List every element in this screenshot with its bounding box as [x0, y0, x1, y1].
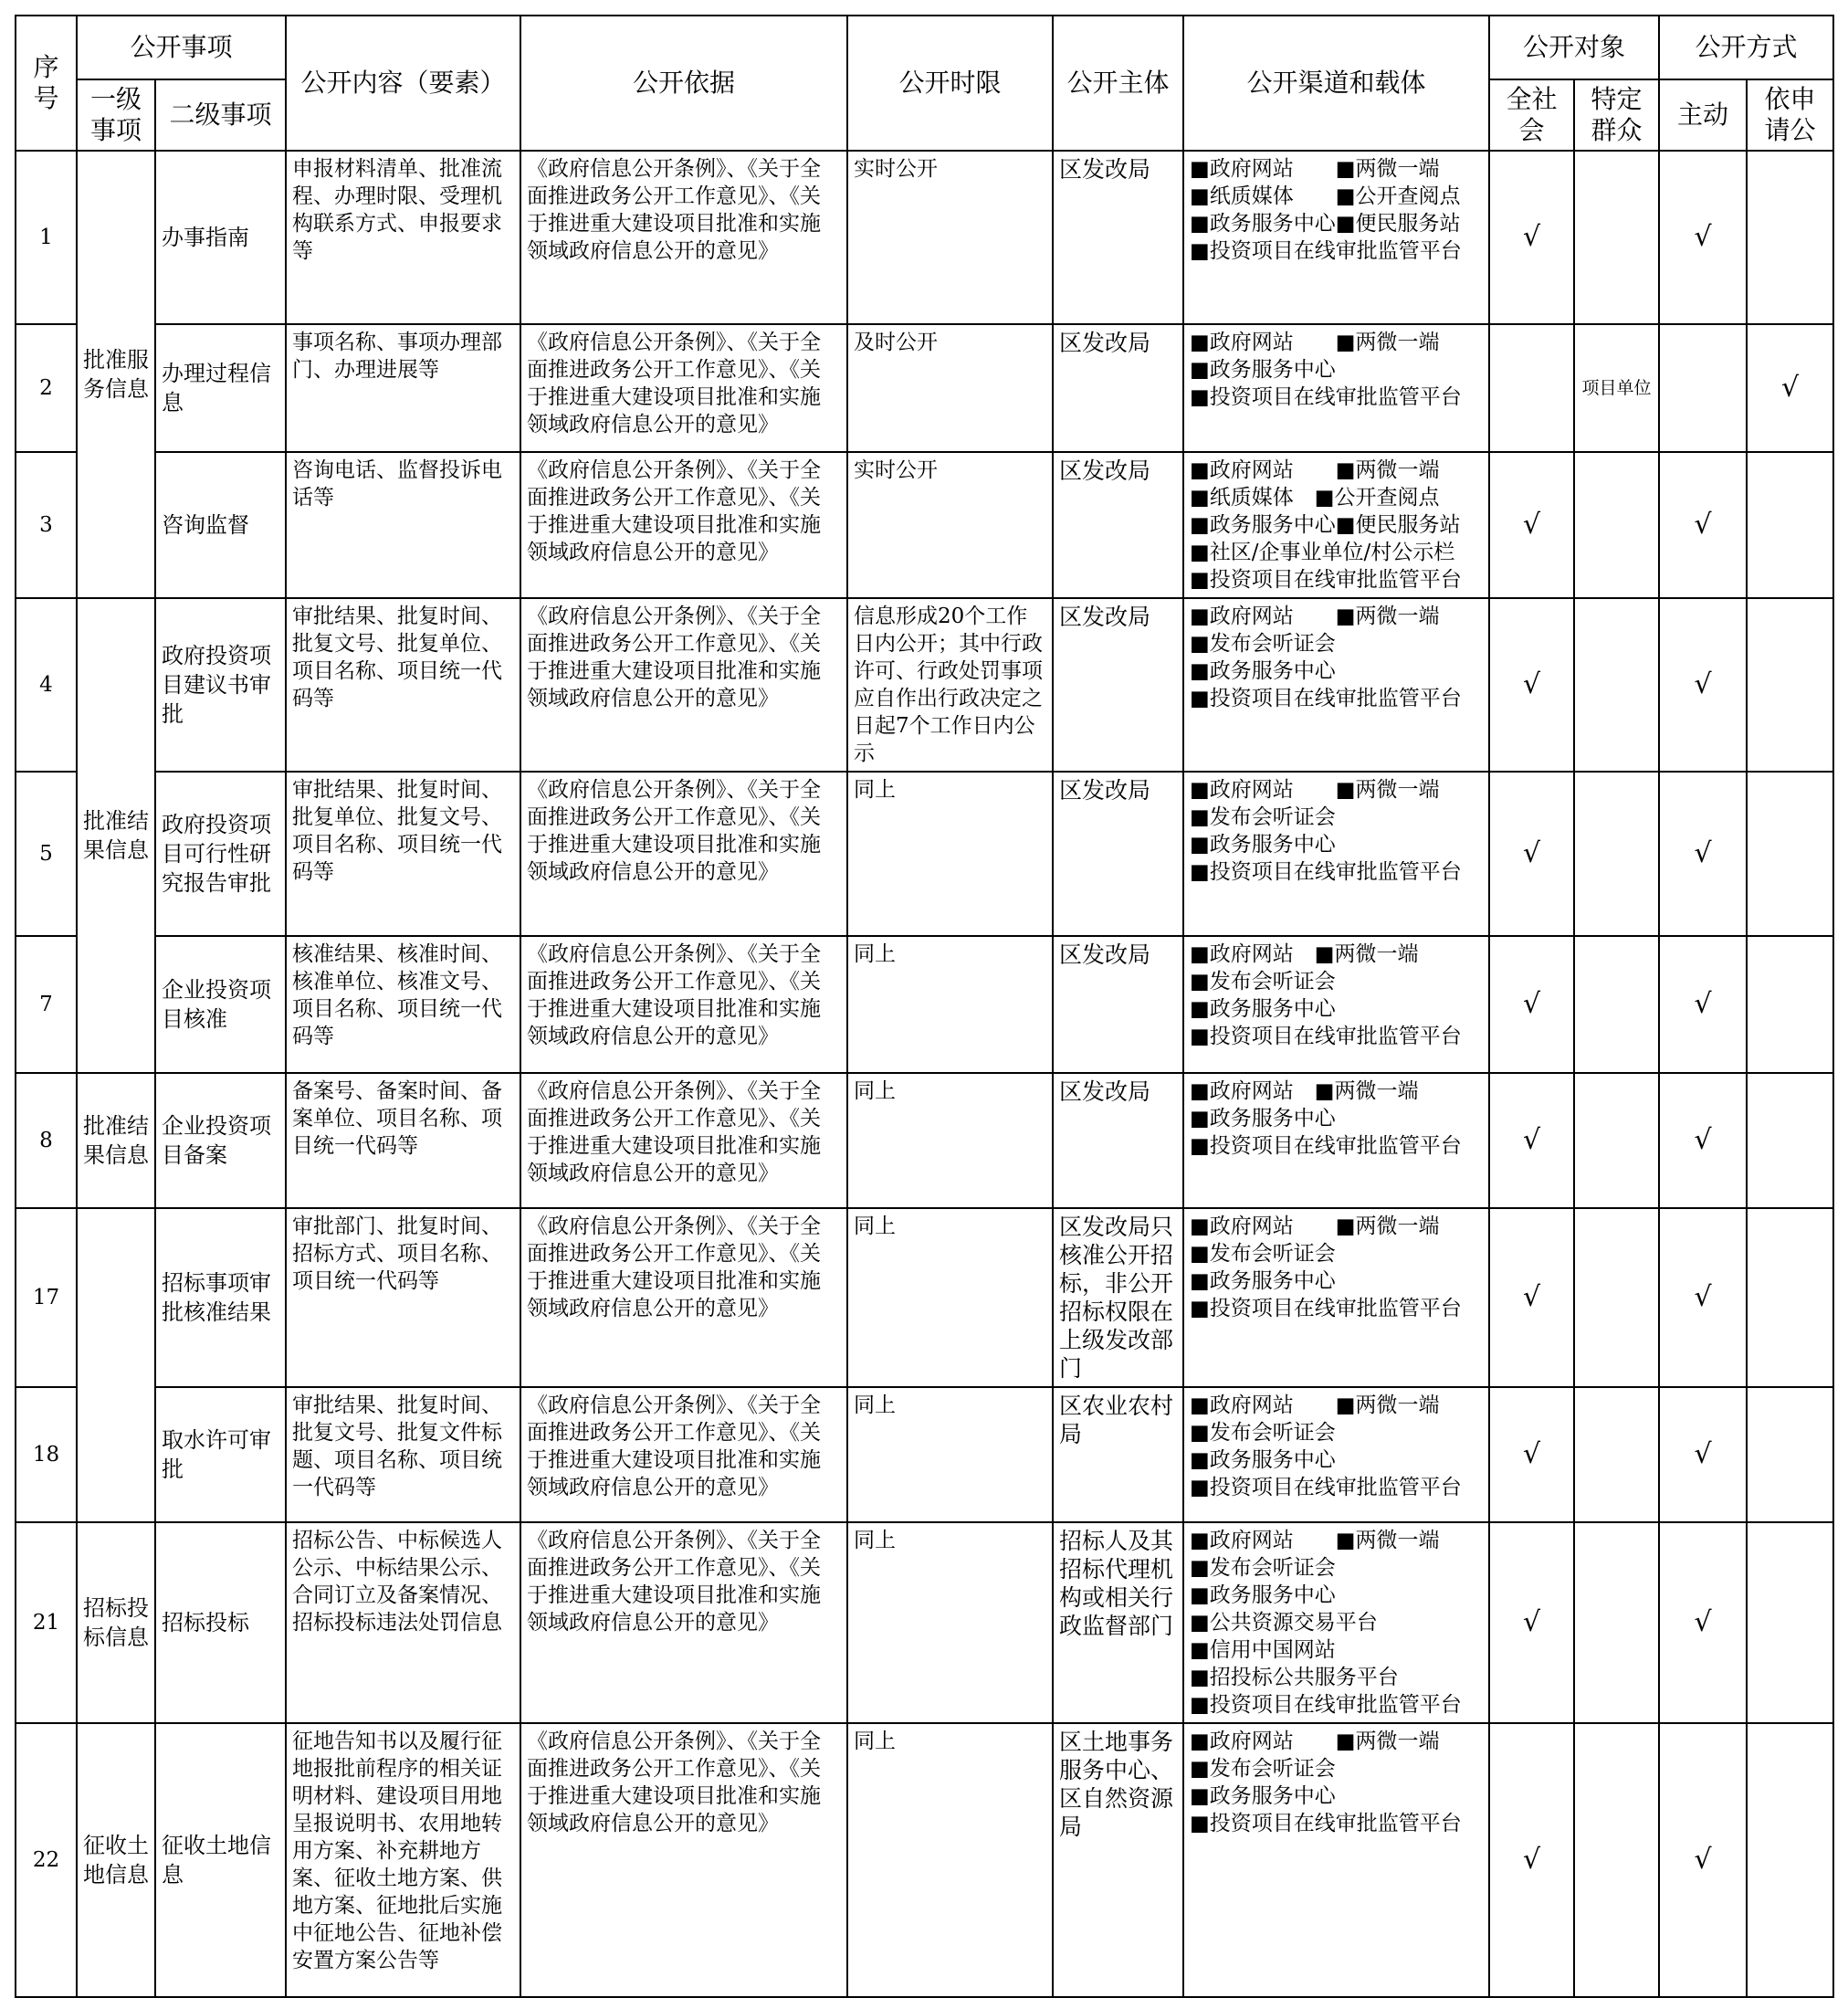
channel-line: ■政务服务中心: [1190, 1448, 1336, 1472]
level2-item: 咨询监督: [155, 452, 286, 598]
channel-line: ■投资项目在线审批监管平台: [1190, 687, 1462, 710]
subject-cell: 区发改局只核准公开招标，非公开招标权限在上级发改部门: [1053, 1208, 1183, 1387]
level2-item: 招标事项审批核准结果: [155, 1208, 286, 1387]
content-cell: 核准结果、核准时间、核准单位、核准文号、项目名称、项目统一代码等: [286, 936, 520, 1073]
active-check: √: [1659, 772, 1747, 936]
channel-line: ■投资项目在线审批监管平台: [1190, 385, 1462, 409]
time-cell: 同上: [847, 936, 1053, 1073]
time-cell: 同上: [847, 1073, 1053, 1208]
all-society-check: √: [1489, 1522, 1574, 1723]
channel-cell: [1183, 1208, 1489, 1387]
row-seq: 17: [16, 1208, 77, 1387]
basis-cell: 《政府信息公开条例》、《关于全面推进政务公开工作意见》、《关于推进重大建设项目批准和实施领域政府信息公开的意见》: [520, 151, 847, 324]
channel-line: ■政府网站 ■两微一端: [1190, 1079, 1419, 1103]
content-cell: 备案号、备案时间、备案单位、项目名称、项目统一代码等: [286, 1073, 520, 1208]
channel-line: ■发布会听证会: [1190, 805, 1336, 829]
channel-line: ■发布会听证会: [1190, 1242, 1336, 1266]
disclosure-table: [15, 15, 1834, 1998]
row-seq: 21: [16, 1522, 77, 1723]
channel-cell: [1183, 1723, 1489, 1997]
channel-line: ■政府网站 ■两微一端: [1190, 1730, 1440, 1753]
specific-group-cell: [1574, 1208, 1659, 1387]
header-time: 公开时限: [847, 16, 1053, 151]
active-check: √: [1659, 452, 1747, 598]
channel-line: ■政府网站 ■两微一端: [1190, 942, 1419, 966]
row-seq: 2: [16, 324, 77, 452]
level1-group: 批准服务信息: [77, 151, 155, 598]
all-society-check: √: [1489, 151, 1574, 324]
all-society-check: √: [1489, 1073, 1574, 1208]
specific-group-cell: 项目单位: [1574, 324, 1659, 452]
subject-cell: 区发改局: [1053, 324, 1183, 452]
content-cell: 事项名称、事项办理部门、办理进展等: [286, 324, 520, 452]
all-society-check: √: [1489, 1387, 1574, 1522]
subject-cell: 区发改局: [1053, 598, 1183, 772]
active-check: √: [1659, 1073, 1747, 1208]
channel-line: ■政府网站 ■两微一端: [1190, 778, 1440, 802]
channel-line: ■政务服务中心: [1190, 1583, 1336, 1607]
table-row: [16, 1522, 1833, 1723]
specific-group-cell: [1574, 151, 1659, 324]
channel-line: ■公共资源交易平台: [1190, 1611, 1378, 1635]
channel-line: ■发布会听证会: [1190, 1421, 1336, 1445]
content-cell: 咨询电话、监督投诉电话等: [286, 452, 520, 598]
level2-item: 政府投资项目建议书审批: [155, 598, 286, 772]
level1-group: [77, 1208, 155, 1522]
channel-line: ■社区/企事业单位/村公示栏: [1190, 541, 1455, 564]
active-check: √: [1659, 598, 1747, 772]
all-society-check: √: [1489, 1208, 1574, 1387]
channel-cell: [1183, 324, 1489, 452]
active-check: √: [1659, 1723, 1747, 1997]
basis-cell: 《政府信息公开条例》、《关于全面推进政务公开工作意见》、《关于推进重大建设项目批准和实施领域政府信息公开的意见》: [520, 1073, 847, 1208]
row-seq: 4: [16, 598, 77, 772]
active-check: √: [1659, 936, 1747, 1073]
all-society-check: √: [1489, 598, 1574, 772]
subject-cell: 区土地事务服务中心、区自然资源局: [1053, 1723, 1183, 1997]
channel-line: ■投资项目在线审批监管平台: [1190, 1297, 1462, 1320]
channel-line: ■招投标公共服务平台: [1190, 1666, 1399, 1689]
request-cell: [1747, 1723, 1833, 1997]
subject-cell: 招标人及其招标代理机构或相关行政监督部门: [1053, 1522, 1183, 1723]
basis-cell: 《政府信息公开条例》、《关于全面推进政务公开工作意见》、《关于推进重大建设项目批准和实施领域政府信息公开的意见》: [520, 598, 847, 772]
content-cell: 审批结果、批复时间、批复单位、批复文号、项目名称、项目统一代码等: [286, 772, 520, 936]
header-item: 公开事项: [77, 16, 286, 79]
all-society-check: √: [1489, 772, 1574, 936]
channel-line: ■政府网站 ■两微一端: [1190, 458, 1440, 482]
subject-cell: 区农业农村局: [1053, 1387, 1183, 1522]
active-check: √: [1659, 1522, 1747, 1723]
channel-line: ■政务服务中心: [1190, 358, 1336, 382]
channel-line: ■政府网站 ■两微一端: [1190, 1393, 1440, 1417]
channel-cell: [1183, 452, 1489, 598]
channel-cell: [1183, 1073, 1489, 1208]
header-content: 公开内容（要素）: [286, 16, 520, 151]
time-cell: 同上: [847, 1208, 1053, 1387]
header-target: 公开对象: [1489, 16, 1659, 79]
specific-group-cell: [1574, 772, 1659, 936]
time-cell: 及时公开: [847, 324, 1053, 452]
basis-cell: 《政府信息公开条例》、《关于全面推进政务公开工作意见》、《关于推进重大建设项目批准和实施领域政府信息公开的意见》: [520, 1387, 847, 1522]
time-cell: 实时公开: [847, 151, 1053, 324]
specific-group-cell: [1574, 1387, 1659, 1522]
request-check: √: [1747, 324, 1833, 452]
request-cell: [1747, 598, 1833, 772]
specific-group-cell: [1574, 1522, 1659, 1723]
row-seq: 22: [16, 1723, 77, 1997]
channel-line: ■政务服务中心: [1190, 997, 1336, 1021]
channel-line: ■投资项目在线审批监管平台: [1190, 1476, 1462, 1499]
channel-line: ■政务服务中心: [1190, 659, 1336, 683]
all-society-check: √: [1489, 452, 1574, 598]
subject-cell: 区发改局: [1053, 151, 1183, 324]
all-society-cell: [1489, 324, 1574, 452]
specific-group-cell: [1574, 1073, 1659, 1208]
channel-line: ■政务服务中心: [1190, 833, 1336, 857]
header-channel: 公开渠道和载体: [1183, 16, 1489, 151]
content-cell: 审批部门、批复时间、招标方式、项目名称、项目统一代码等: [286, 1208, 520, 1387]
specific-group-cell: [1574, 936, 1659, 1073]
active-check: √: [1659, 151, 1747, 324]
header-specific: 特定群众: [1574, 79, 1659, 151]
time-cell: 同上: [847, 1723, 1053, 1997]
subject-cell: 区发改局: [1053, 452, 1183, 598]
subject-cell: 区发改局: [1053, 772, 1183, 936]
channel-line: ■投资项目在线审批监管平台: [1190, 568, 1462, 592]
row-seq: 3: [16, 452, 77, 598]
channel-line: ■投资项目在线审批监管平台: [1190, 1812, 1462, 1835]
channel-line: ■投资项目在线审批监管平台: [1190, 860, 1462, 884]
channel-line: ■政府网站 ■两微一端: [1190, 331, 1440, 354]
header-basis: 公开依据: [520, 16, 847, 151]
content-cell: 审批结果、批复时间、批复文号、批复单位、项目名称、项目统一代码等: [286, 598, 520, 772]
channel-cell: [1183, 151, 1489, 324]
channel-cell: [1183, 936, 1489, 1073]
channel-line: ■政府网站 ■两微一端: [1190, 157, 1440, 181]
level2-item: 企业投资项目核准: [155, 936, 286, 1073]
level2-item: 政府投资项目可行性研究报告审批: [155, 772, 286, 936]
level2-item: 征收土地信息: [155, 1723, 286, 1997]
channel-line: ■投资项目在线审批监管平台: [1190, 239, 1462, 263]
basis-cell: 《政府信息公开条例》、《关于全面推进政务公开工作意见》、《关于推进重大建设项目批准和实施领域政府信息公开的意见》: [520, 1522, 847, 1723]
level1-group: 招标投标信息: [77, 1522, 155, 1723]
channel-line: ■政务服务中心■便民服务站: [1190, 212, 1461, 236]
level1-group: 征收土地信息: [77, 1723, 155, 1997]
table-row: [16, 772, 1833, 936]
time-cell: 同上: [847, 1522, 1053, 1723]
content-cell: 审批结果、批复时间、批复文号、批复文件标题、项目名称、项目统一代码等: [286, 1387, 520, 1522]
header-level1: 一级事项: [77, 79, 155, 151]
level2-item: 企业投资项目备案: [155, 1073, 286, 1208]
table-row: [16, 1723, 1833, 1997]
all-society-check: √: [1489, 936, 1574, 1073]
channel-line: ■发布会听证会: [1190, 1757, 1336, 1781]
row-seq: 8: [16, 1073, 77, 1208]
request-cell: [1747, 1208, 1833, 1387]
all-society-check: √: [1489, 1723, 1574, 1997]
channel-cell: [1183, 1522, 1489, 1723]
content-cell: 征地告知书以及履行征地报批前程序的相关证明材料、建设项目用地呈报说明书、农用地转用方案、补充耕地方案、征收土地方案、供地方案、征地批后实施中征地公告、征地补偿安置方案公告等: [286, 1723, 520, 1997]
channel-cell: [1183, 772, 1489, 936]
table-row: [16, 598, 1833, 772]
channel-cell: [1183, 1387, 1489, 1522]
header-seq: 序号: [16, 16, 77, 151]
channel-line: ■政府网站 ■两微一端: [1190, 1215, 1440, 1238]
channel-line: ■信用中国网站: [1190, 1638, 1336, 1662]
time-cell: 信息形成20个工作日内公开；其中行政许可、行政处罚事项应自作出行政决定之日起7个工作日内公示: [847, 598, 1053, 772]
row-seq: 5: [16, 772, 77, 936]
header-active: 主动: [1659, 79, 1747, 151]
level1-group: 批准结果信息: [77, 1073, 155, 1208]
basis-cell: 《政府信息公开条例》、《关于全面推进政务公开工作意见》、《关于推进重大建设项目批准和实施领域政府信息公开的意见》: [520, 1208, 847, 1387]
channel-line: ■纸质媒体 ■公开查阅点: [1190, 486, 1440, 510]
row-seq: 18: [16, 1387, 77, 1522]
channel-line: ■发布会听证会: [1190, 632, 1336, 656]
channel-line: ■投资项目在线审批监管平台: [1190, 1134, 1462, 1158]
content-cell: 申报材料清单、批准流程、办理时限、受理机构联系方式、申报要求等: [286, 151, 520, 324]
header-request: 依申请公: [1747, 79, 1833, 151]
content-cell: 招标公告、中标候选人公示、中标结果公示、合同订立及备案情况、招标投标违法处罚信息: [286, 1522, 520, 1723]
row-seq: 7: [16, 936, 77, 1073]
active-cell: [1659, 324, 1747, 452]
time-cell: 同上: [847, 1387, 1053, 1522]
basis-cell: 《政府信息公开条例》、《关于全面推进政务公开工作意见》、《关于推进重大建设项目批准和实施领域政府信息公开的意见》: [520, 324, 847, 452]
channel-line: ■投资项目在线审批监管平台: [1190, 1025, 1462, 1048]
channel-line: ■政务服务中心: [1190, 1784, 1336, 1808]
time-cell: 同上: [847, 772, 1053, 936]
basis-cell: 《政府信息公开条例》、《关于全面推进政务公开工作意见》、《关于推进重大建设项目批准和实施领域政府信息公开的意见》: [520, 772, 847, 936]
channel-line: ■投资项目在线审批监管平台: [1190, 1693, 1462, 1717]
request-cell: [1747, 151, 1833, 324]
time-cell: 实时公开: [847, 452, 1053, 598]
table-row: [16, 151, 1833, 324]
level1-group: 批准结果信息: [77, 598, 155, 1073]
specific-group-cell: [1574, 1723, 1659, 1997]
table-row: [16, 324, 1833, 452]
basis-cell: 《政府信息公开条例》、《关于全面推进政务公开工作意见》、《关于推进重大建设项目批准和实施领域政府信息公开的意见》: [520, 1723, 847, 1997]
channel-line: ■发布会听证会: [1190, 1556, 1336, 1580]
request-cell: [1747, 1387, 1833, 1522]
level2-item: 取水许可审批: [155, 1387, 286, 1522]
basis-cell: 《政府信息公开条例》、《关于全面推进政务公开工作意见》、《关于推进重大建设项目批准和实施领域政府信息公开的意见》: [520, 936, 847, 1073]
header-all-society: 全社会: [1489, 79, 1574, 151]
level2-item: 办理过程信息: [155, 324, 286, 452]
channel-line: ■政府网站 ■两微一端: [1190, 1529, 1440, 1552]
basis-cell: 《政府信息公开条例》、《关于全面推进政务公开工作意见》、《关于推进重大建设项目批准和实施领域政府信息公开的意见》: [520, 452, 847, 598]
request-cell: [1747, 452, 1833, 598]
header-subject: 公开主体: [1053, 16, 1183, 151]
table-row: [16, 1073, 1833, 1208]
channel-line: ■政务服务中心■便民服务站: [1190, 513, 1461, 537]
table-row: [16, 1208, 1833, 1387]
table-row: [16, 1387, 1833, 1522]
request-cell: [1747, 1522, 1833, 1723]
channel-cell: [1183, 598, 1489, 772]
channel-line: ■政务服务中心: [1190, 1107, 1336, 1130]
request-cell: [1747, 936, 1833, 1073]
active-check: √: [1659, 1387, 1747, 1522]
level2-item: 办事指南: [155, 151, 286, 324]
table-row: [16, 452, 1833, 598]
subject-cell: 区发改局: [1053, 936, 1183, 1073]
level2-item: 招标投标: [155, 1522, 286, 1723]
header-level2: 二级事项: [155, 79, 286, 151]
table-row: [16, 936, 1833, 1073]
header-method: 公开方式: [1659, 16, 1833, 79]
request-cell: [1747, 772, 1833, 936]
row-seq: 1: [16, 151, 77, 324]
channel-line: ■政务服务中心: [1190, 1269, 1336, 1293]
channel-line: ■纸质媒体 ■公开查阅点: [1190, 184, 1461, 208]
channel-line: ■政府网站 ■两微一端: [1190, 605, 1440, 628]
channel-line: ■发布会听证会: [1190, 970, 1336, 994]
specific-group-cell: [1574, 452, 1659, 598]
request-cell: [1747, 1073, 1833, 1208]
specific-group-cell: [1574, 598, 1659, 772]
active-check: √: [1659, 1208, 1747, 1387]
subject-cell: 区发改局: [1053, 1073, 1183, 1208]
